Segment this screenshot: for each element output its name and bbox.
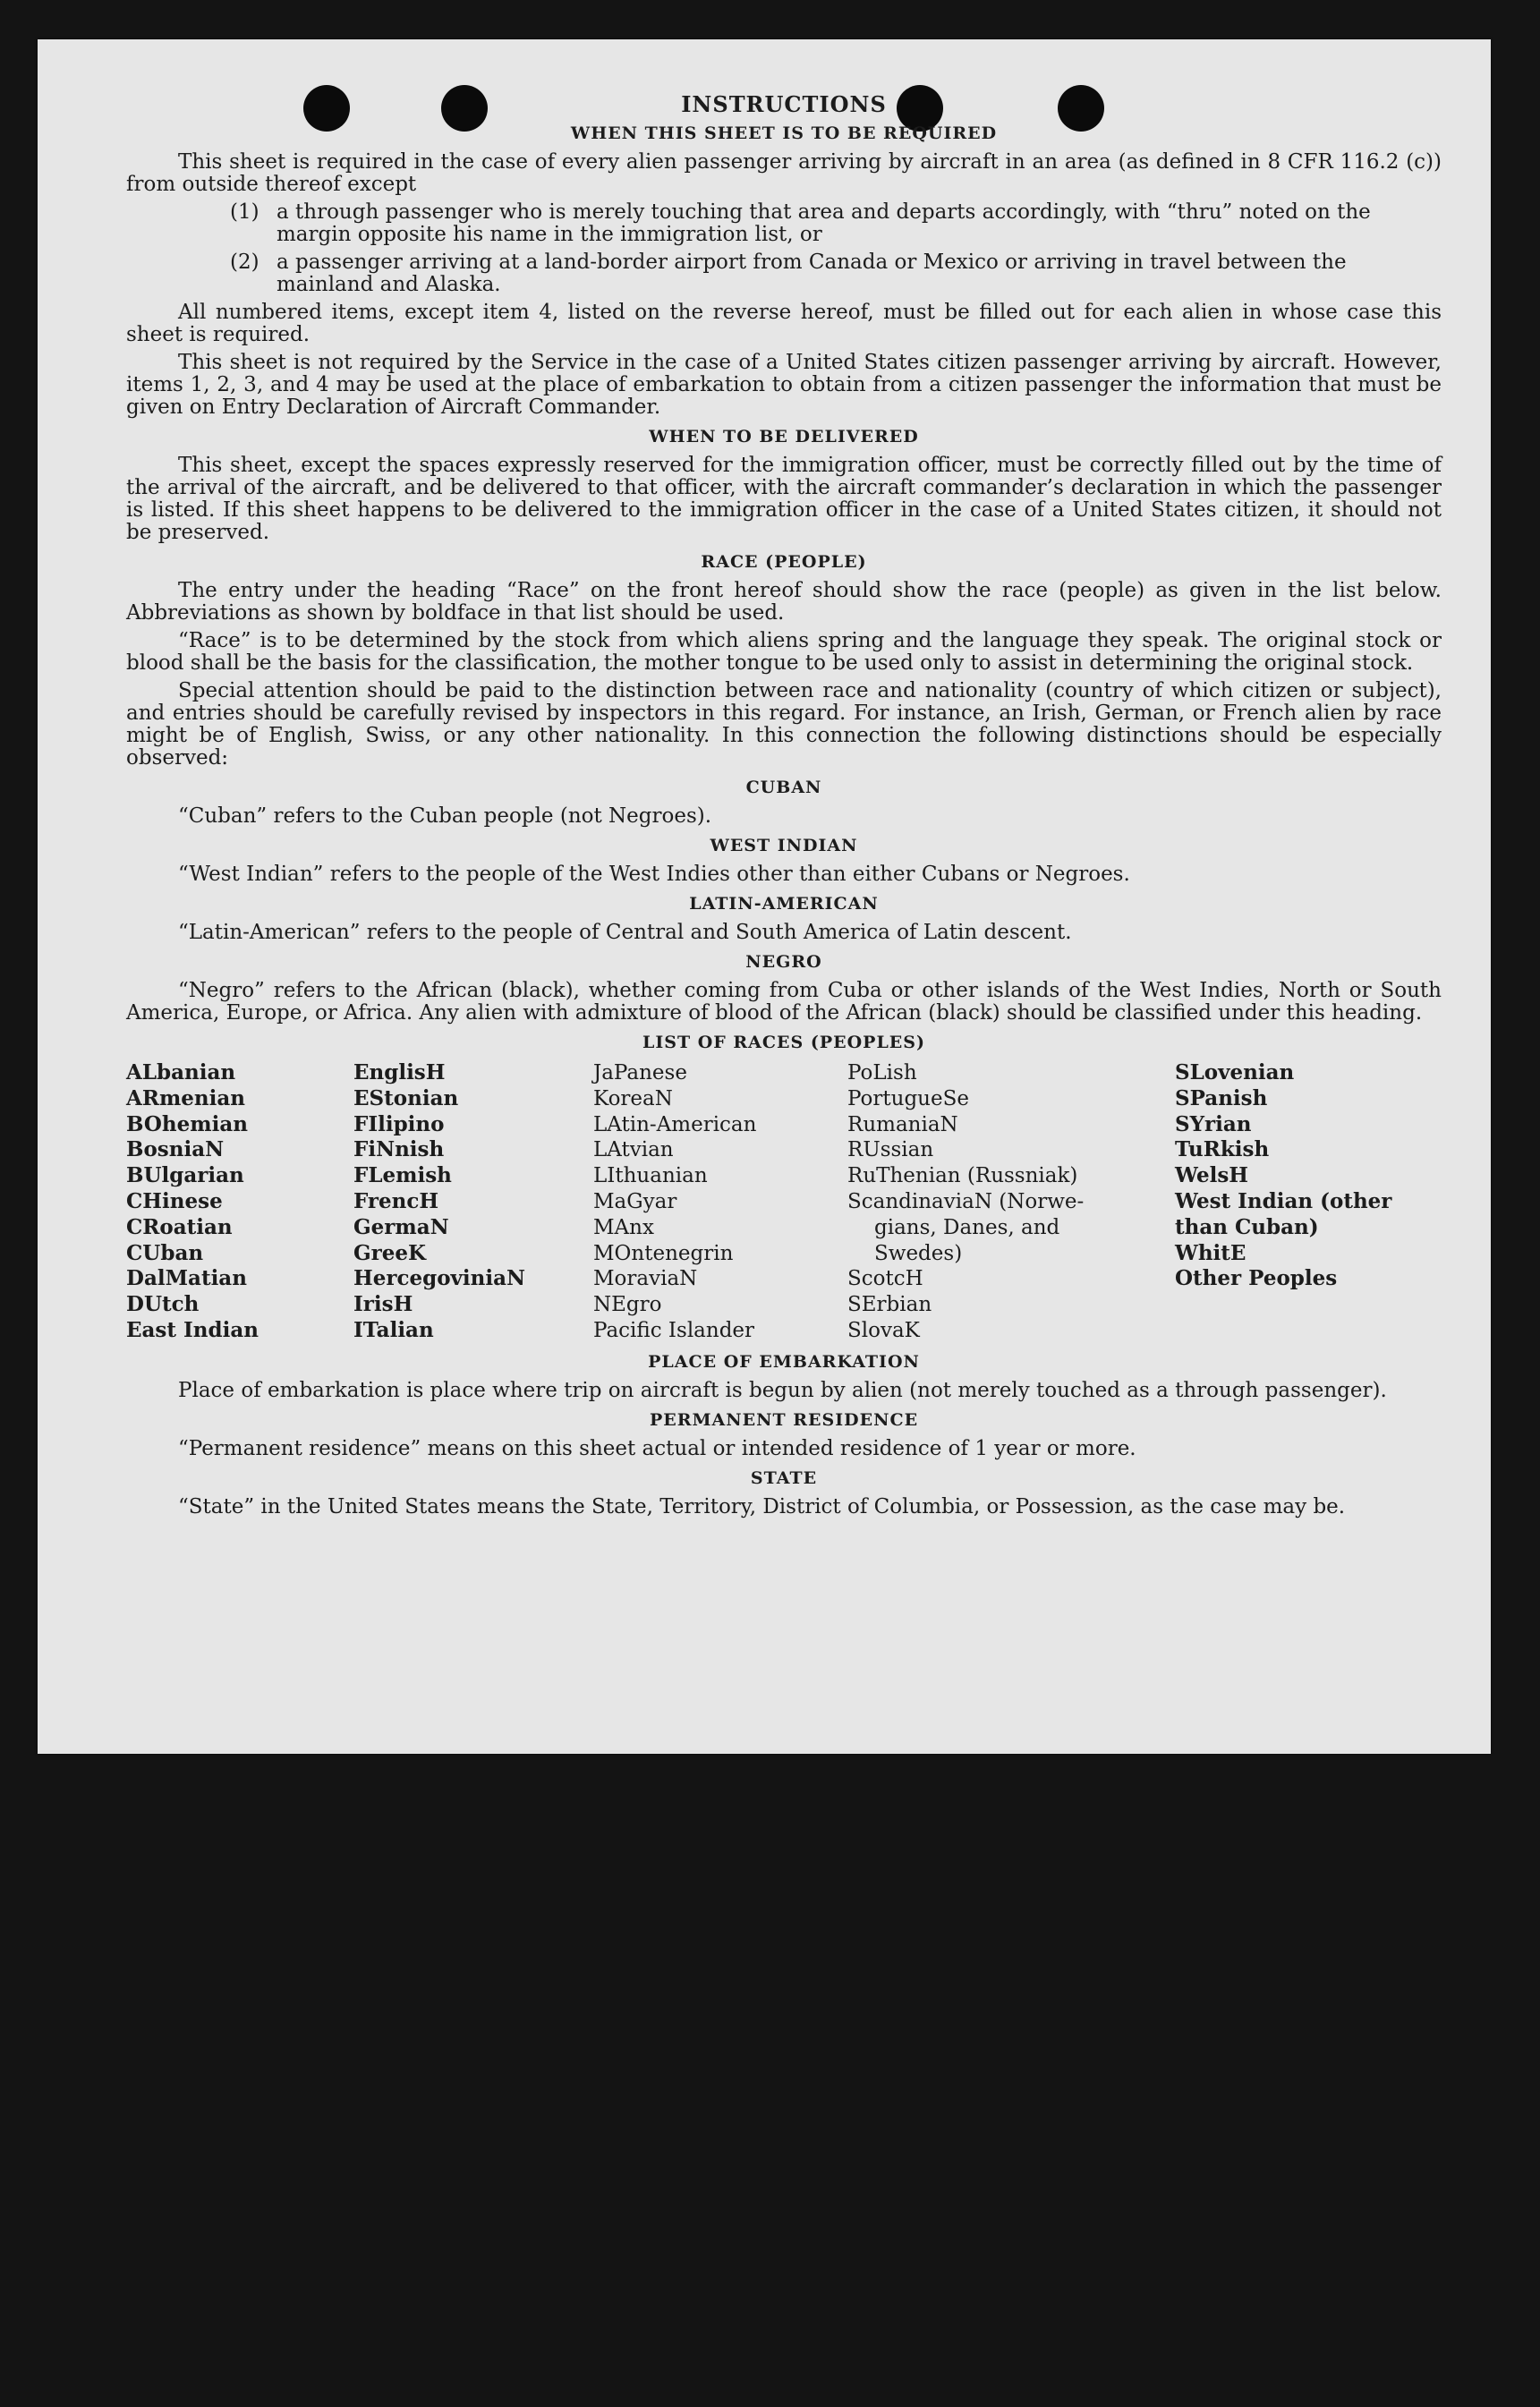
section-heading-west-indian: WEST INDIAN	[710, 836, 858, 855]
race-entry: MAnx	[593, 1215, 654, 1239]
races-column	[1175, 1060, 1442, 1344]
section-heading-permanent-residence: PERMANENT RESIDENCE	[649, 1409, 919, 1430]
race-entry: EStonian	[353, 1085, 459, 1110]
race-entry: Pacific Islander	[593, 1318, 755, 1342]
race-entry: SYrian	[1175, 1111, 1252, 1136]
race-entry: MoraviaN	[593, 1267, 698, 1291]
race-entry: DalMatian	[126, 1266, 247, 1291]
section-heading-negro: NEGRO	[745, 952, 822, 972]
item-text: a passenger arriving at a land-border airport from Canada or Mexico or arriving in travel between the mainland and Alaska.	[277, 251, 1347, 296]
race-entry: CHinese	[126, 1188, 223, 1213]
race-entry-continuation: gians, Danes, and	[874, 1215, 1060, 1239]
race-entry-continuation: Swedes)	[874, 1241, 963, 1265]
races-column	[593, 1060, 847, 1344]
list-item	[126, 251, 1442, 296]
section-heading-race: RACE (PEOPLE)	[701, 552, 867, 572]
paragraph: The entry under the heading “Race” on the front hereof should show the race (people) as given in the list below. Abbreviations as shown by boldface in that list should be used.	[126, 579, 1442, 625]
race-entry: JaPanese	[593, 1061, 687, 1084]
race-entry: LAtvian	[593, 1138, 674, 1162]
races-column	[353, 1060, 593, 1344]
race-entry: RuThenian (Russniak)	[847, 1164, 1078, 1188]
race-entry: CRoatian	[126, 1214, 233, 1239]
race-entry: BUlgarian	[126, 1163, 244, 1188]
race-entry: MOntenegrin	[593, 1241, 734, 1265]
race-entry: PortugueSe	[847, 1086, 969, 1110]
race-entry: SLovenian	[1175, 1060, 1295, 1084]
race-entry: WelsH	[1175, 1163, 1249, 1188]
section-heading-list-of-races: LIST OF RACES (PEOPLES)	[642, 1033, 925, 1052]
section-heading-when-delivered: WHEN TO BE DELIVERED	[649, 427, 919, 447]
race-entry: GreeK	[353, 1240, 427, 1265]
paragraph: “Race” is to be determined by the stock from which aliens spring and the language they speak. The original stock or blood shall be the basis for the classification, the mother tongue to be used only to assist in determining the original stock.	[126, 629, 1442, 675]
race-entry: HercegoviniaN	[353, 1266, 526, 1291]
race-entry: PoLish	[847, 1061, 917, 1084]
race-entry: BosniaN	[126, 1137, 225, 1162]
race-entry: FiNnish	[353, 1137, 445, 1162]
race-entry: WhitE	[1175, 1240, 1246, 1265]
paragraph: This sheet is not required by the Service in the case of a United States citizen passenger arriving by aircraft. However, items 1, 2, 3, and 4 may be used at the place of embarkation to obtain from a citizen passenger the information that must be given on Entry Declaration of Aircraft Commander.	[126, 351, 1442, 419]
races-column	[847, 1060, 1175, 1344]
instructions-content	[126, 91, 1442, 1524]
race-entry: NEgro	[593, 1293, 662, 1317]
definition-text: “West Indian” refers to the people of the West Indies other than either Cubans or Negroes.	[178, 863, 1130, 886]
race-entry: RumaniaN	[847, 1112, 958, 1136]
paragraph: This sheet, except the spaces expressly reserved for the immigration officer, must be correctly filled out by the time of the arrival of the aircraft, and be delivered to that officer, with the aircraft commander’s declaration in which the passenger is listed. If this sheet happens to be delivered to the immigration officer in the case of a United States citizen, it should not be preserved.	[126, 454, 1442, 544]
section-heading-embarkation: PLACE OF EMBARKATION	[648, 1351, 920, 1372]
page-title: INSTRUCTIONS	[681, 91, 887, 117]
section-heading-when-required: WHEN THIS SHEET IS TO BE REQUIRED	[570, 123, 998, 143]
race-entry: LAtin-American	[593, 1112, 757, 1136]
race-entry: TuRkish	[1175, 1137, 1270, 1162]
race-entry: DUtch	[126, 1292, 200, 1317]
section-heading-cuban: CUBAN	[745, 778, 822, 797]
race-entry: IrisH	[353, 1292, 413, 1317]
definition-text: “Negro” refers to the African (black), whether coming from Cuba or other islands of the West Indies, North or South America, Europe, or Africa. Any alien with admixture of blood of the African (black) should be classified under this heading.	[126, 979, 1442, 1025]
races-list	[126, 1060, 1442, 1344]
race-entry: EnglisH	[353, 1060, 446, 1084]
item-text: a through passenger who is merely touching that area and departs accordingly, with “thru” noted on the margin opposite his name in the immigration list, or	[277, 200, 1371, 246]
definition-text: “Permanent residence” means on this sheet actual or intended residence of 1 year or more.	[178, 1436, 1136, 1460]
race-entry: SErbian	[847, 1293, 932, 1317]
paragraph: Special attention should be paid to the distinction between race and nationality (country of which citizen or subject), and entries should be carefully revised by inspectors in this regard. For instance, an Irish, German, or French alien by race might be of English, Swiss, or any other nationality. In this connection the following distinctions should be especially observed:	[126, 679, 1442, 770]
race-entry: ScotcH	[847, 1267, 923, 1291]
item-number: (1)	[230, 200, 260, 224]
race-entry: ARmenian	[126, 1085, 246, 1110]
definition-text: “Latin-American” refers to the people of Central and South America of Latin descent.	[178, 921, 1072, 944]
race-entry: GermaN	[353, 1214, 449, 1239]
list-item	[126, 201, 1442, 246]
section-heading-state: STATE	[750, 1467, 818, 1488]
race-entry: FIlipino	[353, 1111, 445, 1136]
paragraph: This sheet is required in the case of every alien passenger arriving by aircraft in an area (as defined in 8 CFR 116.2 (c)) from outside thereof except	[126, 150, 1442, 196]
races-column	[126, 1060, 353, 1344]
race-entry: FrencH	[353, 1188, 439, 1213]
race-entry: West Indian (other	[1175, 1188, 1392, 1213]
section-heading-latin-american: LATIN-AMERICAN	[689, 894, 879, 914]
race-entry: Other Peoples	[1175, 1266, 1338, 1291]
race-entry: East Indian	[126, 1317, 259, 1342]
race-entry: ITalian	[353, 1317, 434, 1342]
race-entry: CUban	[126, 1240, 204, 1265]
race-entry: ALbanian	[126, 1060, 236, 1084]
race-entry: SPanish	[1175, 1085, 1268, 1110]
race-entry: RUssian	[847, 1138, 934, 1162]
race-entry: ScandinaviaN (Norwe-	[847, 1189, 1085, 1213]
race-entry: MaGyar	[593, 1189, 677, 1213]
race-entry: FLemish	[353, 1163, 452, 1188]
race-entry: LIthuanian	[593, 1164, 708, 1188]
race-entry-continuation: than Cuban)	[1175, 1214, 1319, 1239]
race-entry: SlovaK	[847, 1318, 920, 1342]
paragraph: All numbered items, except item 4, listed on the reverse hereof, must be filled out for each alien in whose case this sheet is required.	[126, 301, 1442, 346]
race-entry: KoreaN	[593, 1086, 673, 1110]
race-entry: BOhemian	[126, 1111, 248, 1136]
definition-text: “State” in the United States means the State, Territory, District of Columbia, or Possession, as the case may be.	[178, 1494, 1346, 1518]
document-sheet	[38, 39, 1491, 1754]
item-number: (2)	[230, 251, 260, 274]
definition-text: Place of embarkation is place where trip on aircraft is begun by alien (not merely touched as a through passenger).	[178, 1378, 1387, 1402]
definition-text: “Cuban” refers to the Cuban people (not Negroes).	[178, 804, 712, 828]
